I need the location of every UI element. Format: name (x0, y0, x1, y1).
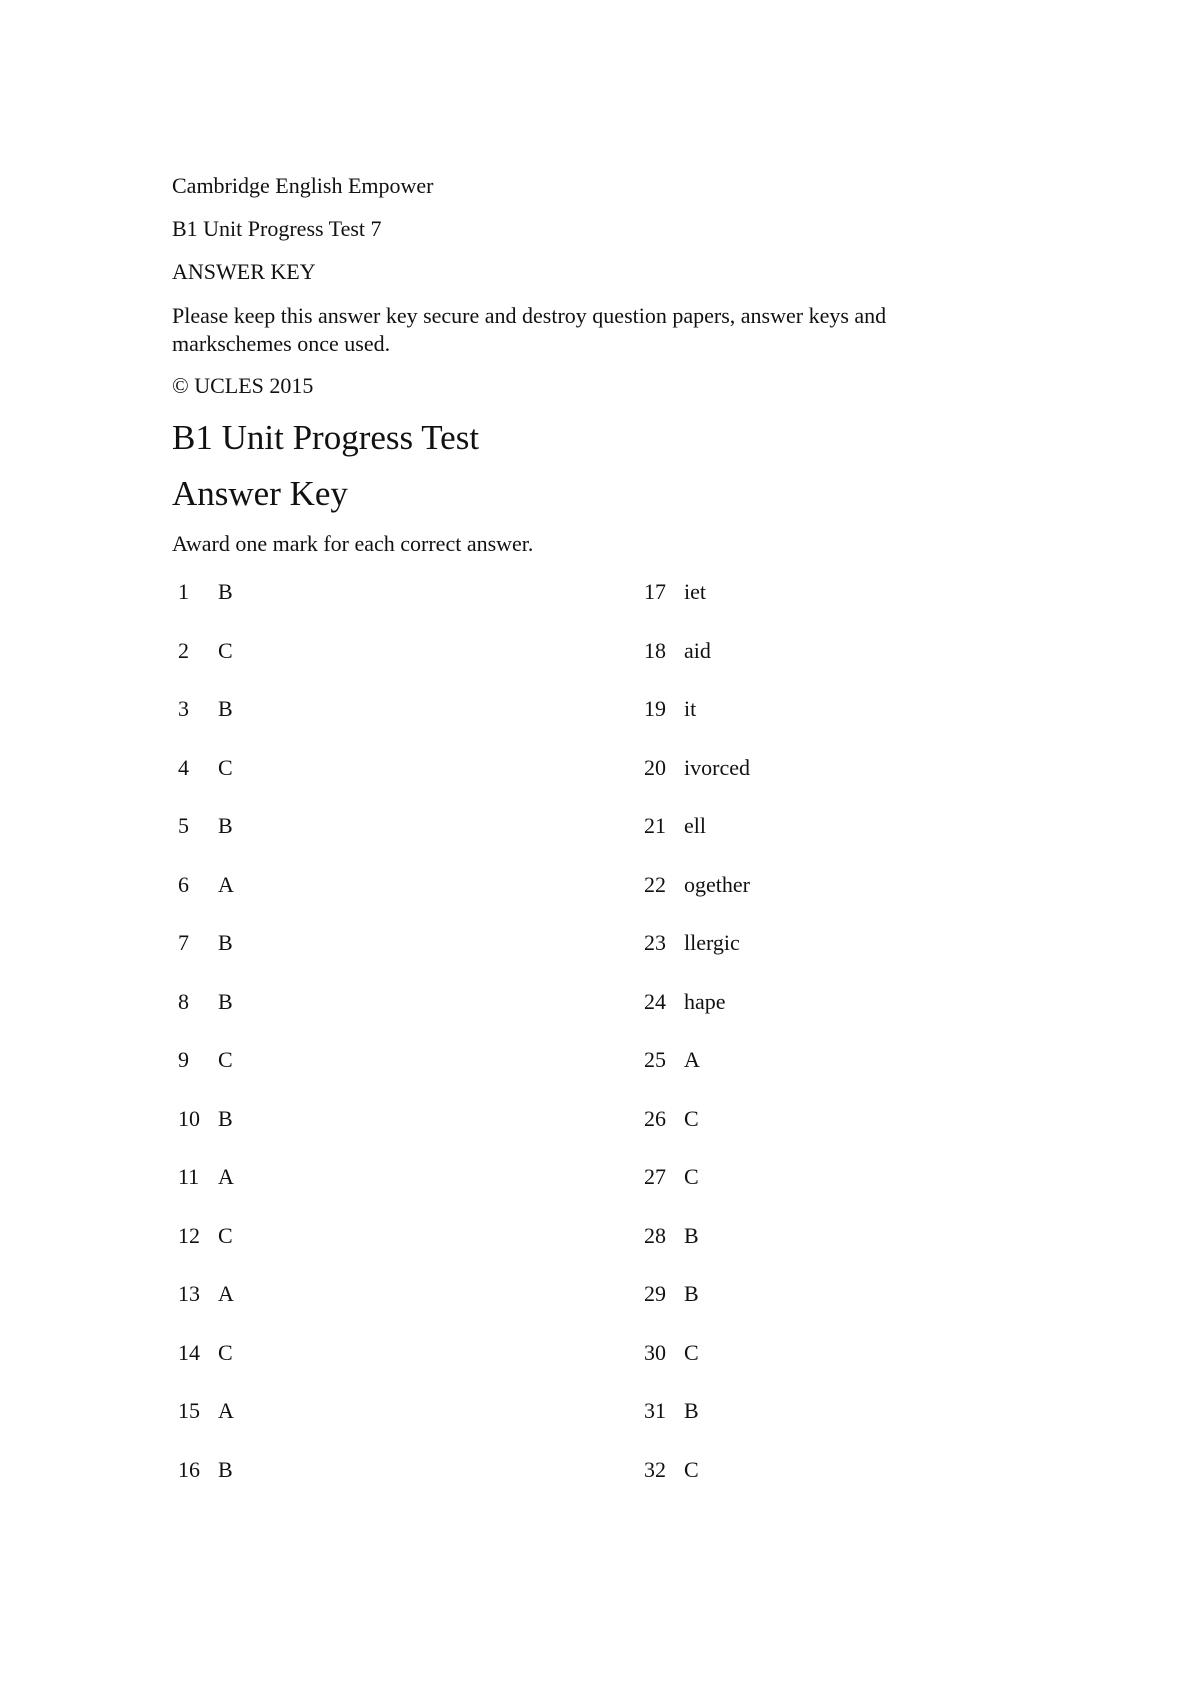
question-number: 11 (178, 1164, 200, 1189)
question-number: 28 (644, 1222, 666, 1248)
answer-row (172, 929, 992, 988)
question-number: 23 (644, 930, 666, 955)
question-number: 27 (644, 1164, 666, 1189)
answer-value: C (684, 1105, 699, 1131)
page-title: B1 Unit Progress Test (172, 418, 480, 457)
answer-item (172, 754, 638, 813)
answer-item (172, 1222, 638, 1281)
answer-value: C (218, 637, 233, 663)
answer-row (172, 1456, 992, 1515)
answer-value: B (218, 1456, 233, 1482)
question-number: 26 (644, 1105, 666, 1131)
answer-value: iet (684, 579, 706, 604)
answer-item (172, 637, 638, 696)
question-number: 31 (644, 1398, 666, 1423)
answer-item (638, 871, 992, 930)
question-number: 12 (178, 1222, 200, 1248)
series-name: Cambridge English Empower (172, 173, 434, 198)
page-subtitle: Answer Key (172, 474, 348, 513)
answer-value: A (218, 871, 234, 897)
question-number: 8 (178, 988, 189, 1014)
answer-value: B (218, 696, 233, 721)
answer-value: ogether (684, 871, 750, 897)
answer-item (638, 1456, 992, 1515)
answer-item (638, 578, 992, 637)
answer-item (638, 1339, 992, 1398)
answer-item (172, 1339, 638, 1398)
answer-value: hape (684, 988, 726, 1014)
question-number: 14 (178, 1339, 200, 1365)
answer-item (172, 988, 638, 1047)
question-number: 15 (178, 1398, 200, 1423)
answer-item (638, 988, 992, 1047)
answer-item (172, 1397, 638, 1456)
question-number: 5 (178, 813, 189, 838)
answer-value: aid (684, 637, 711, 663)
question-number: 13 (178, 1281, 200, 1306)
answer-row (172, 1105, 992, 1164)
answer-row (172, 1339, 992, 1398)
answer-value: A (684, 1047, 700, 1072)
answer-value: A (218, 1281, 234, 1306)
security-notice: Please keep this answer key secure and destroy question papers, answer keys and markschemes once used. (172, 303, 887, 356)
question-number: 6 (178, 871, 189, 897)
answer-value: B (218, 930, 233, 955)
answer-item (638, 1397, 992, 1456)
answer-value: C (218, 1047, 233, 1072)
answer-item (172, 871, 638, 930)
answer-value: C (218, 754, 233, 780)
answer-item (172, 578, 638, 637)
answer-row (172, 812, 992, 871)
answer-value: C (684, 1164, 699, 1189)
question-number: 21 (644, 813, 666, 838)
answer-item (638, 637, 992, 696)
test-name: B1 Unit Progress Test 7 (172, 216, 382, 241)
question-number: 19 (644, 696, 666, 721)
answer-value: B (684, 1398, 699, 1423)
question-number: 9 (178, 1047, 189, 1072)
answer-item (638, 695, 992, 754)
answer-value: C (218, 1222, 233, 1248)
answer-item (638, 1105, 992, 1164)
answer-value: llergic (684, 930, 740, 955)
answer-item (172, 1163, 638, 1222)
answer-row (172, 871, 992, 930)
answer-row (172, 578, 992, 637)
answer-row (172, 1046, 992, 1105)
question-number: 30 (644, 1339, 666, 1365)
question-number: 32 (644, 1456, 666, 1482)
marking-instruction: Award one mark for each correct answer. (172, 531, 534, 556)
answer-value: C (684, 1339, 699, 1365)
answer-item (172, 1456, 638, 1515)
question-number: 10 (178, 1105, 200, 1131)
question-number: 22 (644, 871, 666, 897)
answer-item (638, 1046, 992, 1105)
answer-item (172, 1046, 638, 1105)
question-number: 16 (178, 1456, 200, 1482)
answer-list (172, 578, 992, 1514)
answer-row (172, 1222, 992, 1281)
answer-item (638, 812, 992, 871)
answer-row (172, 1163, 992, 1222)
answer-value: ell (684, 813, 706, 838)
question-number: 17 (644, 579, 666, 604)
answer-row (172, 1280, 992, 1339)
answer-value: B (218, 579, 233, 604)
question-number: 18 (644, 637, 666, 663)
answer-value: B (218, 1105, 233, 1131)
answer-value: ivorced (684, 754, 750, 780)
question-number: 7 (178, 930, 189, 955)
copyright-notice: © UCLES 2015 (172, 373, 314, 398)
answer-value: B (684, 1281, 699, 1306)
answer-item (638, 1163, 992, 1222)
answer-item (638, 929, 992, 988)
answer-value: it (684, 696, 697, 721)
answer-item (638, 1222, 992, 1281)
answer-item (172, 1105, 638, 1164)
question-number: 24 (644, 988, 666, 1014)
question-number: 20 (644, 754, 666, 780)
answer-item (172, 1280, 638, 1339)
answer-value: C (218, 1339, 233, 1365)
answer-row (172, 1397, 992, 1456)
answer-row (172, 988, 992, 1047)
answer-row (172, 637, 992, 696)
question-number: 4 (178, 754, 189, 780)
answer-value: B (684, 1222, 699, 1248)
question-number: 2 (178, 637, 189, 663)
answer-key-label: ANSWER KEY (172, 259, 316, 284)
answer-value: A (218, 1398, 234, 1423)
answer-row (172, 754, 992, 813)
answer-item (172, 812, 638, 871)
question-number: 1 (178, 579, 189, 604)
answer-value: B (218, 813, 233, 838)
question-number: 29 (644, 1281, 666, 1306)
answer-value: A (218, 1164, 234, 1189)
question-number: 25 (644, 1047, 666, 1072)
answer-item (172, 929, 638, 988)
answer-value: C (684, 1456, 699, 1482)
question-number: 3 (178, 696, 189, 721)
answer-item (172, 695, 638, 754)
answer-item (638, 1280, 992, 1339)
answer-item (638, 754, 992, 813)
answer-row (172, 695, 992, 754)
answer-value: B (218, 988, 233, 1014)
